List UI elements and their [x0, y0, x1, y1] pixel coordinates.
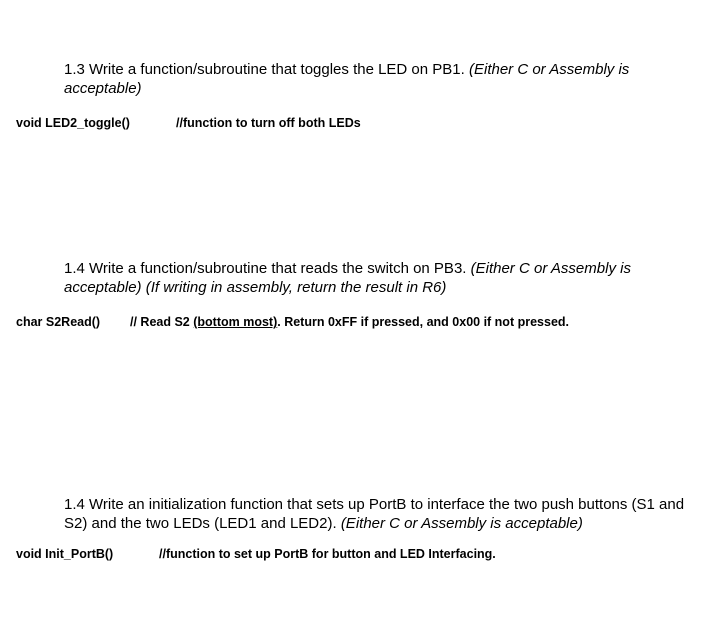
function-signature-s2read	[16, 314, 569, 330]
question-1-4-read-switch	[64, 259, 694, 297]
question-1-3-text: 1.3 Write a function/subroutine that toggles the LED on PB1.	[64, 61, 469, 78]
signature-init-portb: void Init_PortB()	[16, 547, 114, 561]
question-1-3-note: (Either C or Assembly is acceptable)	[64, 61, 630, 97]
question-1-3	[64, 60, 694, 98]
comment-s2read-suffix: . Return 0xFF if pressed, and 0x00 if not pressed.	[277, 315, 569, 329]
signature-s2read: char S2Read()	[16, 315, 101, 329]
comment-led2-toggle: //function to turn off both LEDs	[176, 116, 361, 130]
signature-led2-toggle: void LED2_toggle()	[16, 116, 130, 130]
comment-s2read-underlined: (bottom most)	[193, 315, 278, 329]
function-signature-init-portb	[16, 546, 496, 562]
comment-s2read-prefix: // Read S2	[130, 315, 194, 329]
comment-init-portb: //function to set up PortB for button and LED Interfacing.	[159, 547, 496, 561]
function-signature-led2-toggle	[16, 115, 361, 131]
question-1-4b-note: (Either C or Assembly is acceptable)	[340, 515, 583, 532]
question-1-4b-text: 1.4 Write an initialization function that sets up PortB to interface the two push buttons (S1 and S2) and the two LEDs (LED1 and LED2).	[64, 496, 685, 532]
comment-s2read	[130, 314, 569, 330]
question-1-4a-text: 1.4 Write a function/subroutine that reads the switch on PB3.	[64, 260, 471, 277]
question-1-4a-note: (Either C or Assembly is acceptable) (If writing in assembly, return the result in R6)	[64, 260, 631, 296]
question-1-4-init	[64, 495, 694, 533]
